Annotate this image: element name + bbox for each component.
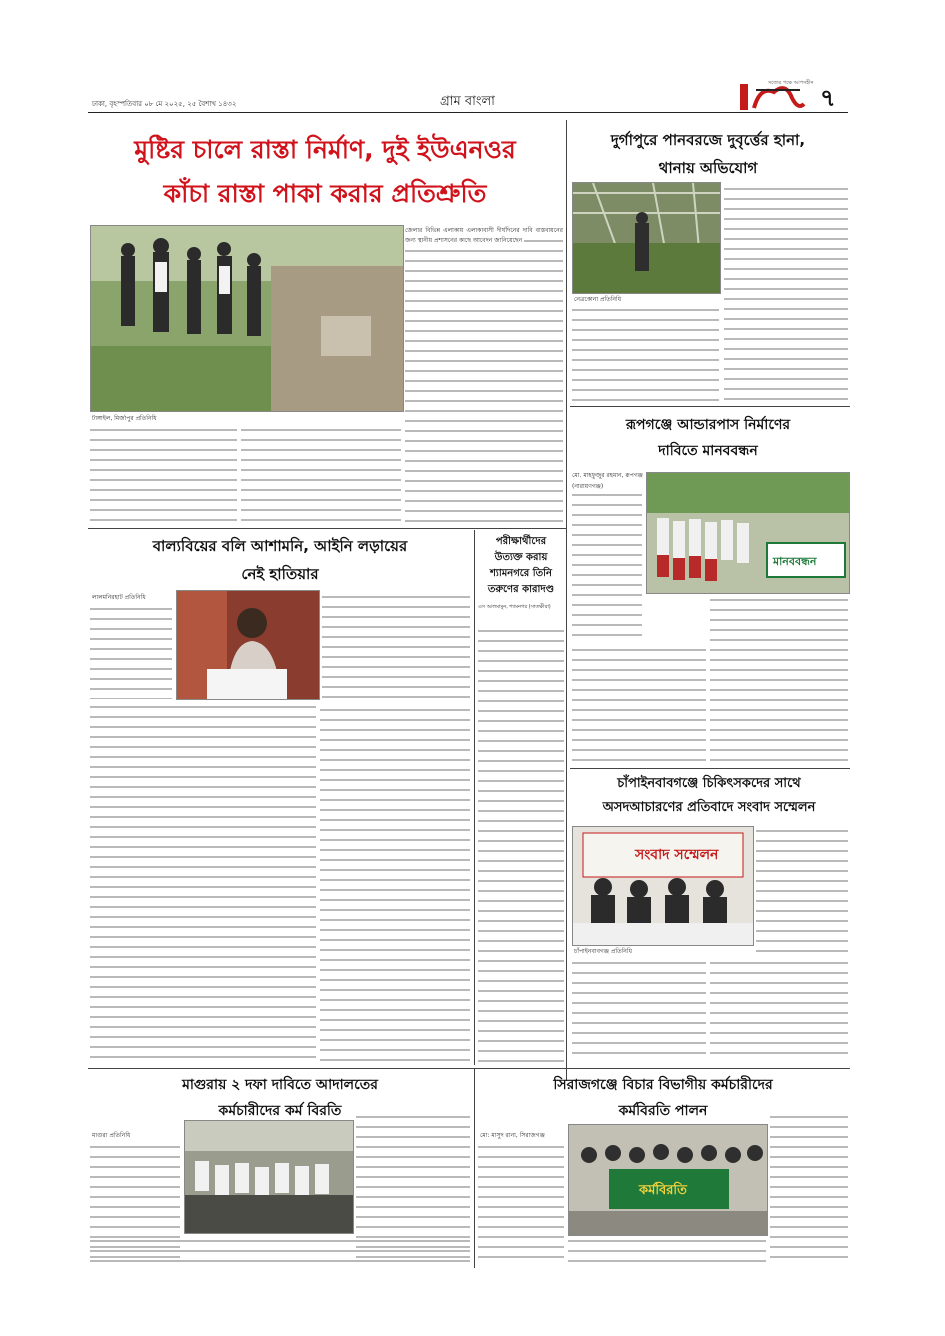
- sirajganj-body-col2: [770, 1112, 848, 1262]
- chapai-headline-line1: চাঁপাইনবাবগঞ্জে চিকিৎসকদের সাথে: [617, 776, 801, 791]
- durgapur-body-col2: [724, 184, 848, 404]
- lead-headline: [90, 128, 560, 216]
- rupganj-body-col3: [710, 595, 848, 765]
- sirajganj-photo: [568, 1124, 768, 1236]
- durgapur-headline-line1: দুর্গাপুরে পানবরজে দুবৃর্ত্তের হানা,: [610, 131, 806, 149]
- rupganj-headline-line2: দাবিতে মানববন্ধন: [658, 443, 758, 459]
- rupganj-byline: মো. মাহফুজুর রহমান, রূপগঞ্জ (নারায়ণগঞ্জ): [572, 472, 643, 490]
- lead-body-col1: [405, 226, 563, 522]
- durgapur-headline: [570, 126, 846, 182]
- rupganj-body-col2: [572, 645, 706, 765]
- dateline: ঢাকা, বৃহস্পতিবার ০৮ মে ২০২৫, ২৫ বৈশাখ ১৪৩২: [92, 100, 237, 108]
- rupganj-banner-text: মানববন্ধন: [773, 555, 817, 568]
- shyamnagar-headline-line3: শ্যামনগরে তিনি: [490, 568, 552, 579]
- lead-headline-line1: মুষ্টির চালে রাস্তা নির্মাণ, দুই ইউএনওর: [134, 135, 516, 164]
- lead-photo: [90, 225, 404, 412]
- lead-body-text: জেলার বিভিন্ন এলাকায় এলাকাবাসী দীর্ঘদিনের দাবি বাস্তবায়নের জন্য স্থানীয় প্রশাসনের কাছে আবেদন জানিয়েছেন: [405, 227, 563, 244]
- lead-photo-caption: টাঙ্গাইল, মির্জাপুর প্রতিনিধি: [92, 415, 157, 422]
- sirajganj-banner-text: কর্মবিরতি: [639, 1183, 687, 1198]
- magura-byline: মাগুরা প্রতিনিধি: [92, 1132, 131, 1139]
- sirajganj-body-col1: [478, 1142, 564, 1262]
- sirajganj-headline-line2: কর্মবিরতি পালন: [618, 1103, 708, 1119]
- child-marriage-body-col3: [90, 702, 316, 1062]
- column-rule-right: [566, 120, 567, 1080]
- logo-name: [740, 78, 743, 79]
- shyamnagar-headline-line1: পরীক্ষার্থীদের: [495, 536, 547, 547]
- child-marriage-headline: [90, 532, 470, 588]
- chapai-headline: [570, 772, 848, 820]
- chapai-body-col3: [710, 958, 848, 1062]
- sirajganj-body-col3: [568, 1236, 766, 1262]
- lead-headline-line2: কাঁচা রাস্তা পাকা করার প্রতিশ্রুতি: [163, 179, 487, 208]
- shyamnagar-headline: [478, 534, 564, 598]
- magura-body-col3: [90, 1236, 470, 1262]
- chapai-photo: [572, 826, 754, 946]
- rupganj-bottom-rule: [570, 768, 850, 769]
- logo-tagline: সত্যের পক্ষে আপসহীন: [768, 80, 814, 86]
- durgapur-photo-caption: নেত্রকোনা প্রতিনিধি: [574, 296, 622, 303]
- shyamnagar-headline-line4: তরুণের কারাদণ্ড: [487, 584, 555, 595]
- column-rule-mid: [474, 530, 475, 1065]
- magura-headline-line1: মাগুরায় ২ দফা দাবিতে আদালতের: [182, 1077, 378, 1093]
- masthead: [0, 0, 945, 120]
- chapai-photo-caption: চাঁপাইনবাবগঞ্জ প্রতিনিধি: [574, 948, 632, 955]
- magura-headline-line2: কর্মচারীদের কর্ম বিরতি: [218, 1103, 342, 1119]
- child-marriage-body-col1: [90, 604, 172, 699]
- rupganj-headline-line1: রূপগঞ্জে আন্ডারপাস নির্মাণের: [625, 417, 791, 433]
- masthead-rule: [88, 112, 848, 113]
- child-marriage-body-col2: [322, 592, 470, 702]
- column-rule-bottom: [474, 1068, 475, 1268]
- durgapur-bottom-rule: [570, 406, 850, 407]
- chapai-headline-line2: অসদআচারণের প্রতিবাদে সংবাদ সম্মেলন: [602, 800, 816, 815]
- durgapur-photo: [572, 182, 721, 294]
- lead-bottom-rule: [88, 528, 566, 529]
- child-marriage-headline-line1: বাল্যবিয়ের বলি আশামনি, আইনি লড়ায়ের: [152, 537, 408, 555]
- lead-body-col3: [241, 425, 401, 525]
- chapai-banner-text: সংবাদ সম্মেলন: [635, 847, 719, 863]
- rupganj-photo: [646, 472, 850, 594]
- shyamnagar-body: [478, 626, 564, 1062]
- sirajganj-byline: মো: মাসুদ রানা, সিরাজগঞ্জ: [480, 1132, 545, 1139]
- durgapur-body-col1: [572, 305, 719, 403]
- section-title: গ্রাম বাংলা: [440, 94, 495, 109]
- magura-photo: [184, 1120, 354, 1234]
- chapai-body-col1: [756, 826, 848, 956]
- page-number: ৭: [820, 84, 836, 112]
- chapai-body-col2: [572, 958, 706, 1062]
- child-marriage-byline: লালমনিরহাট প্রতিনিধি: [92, 594, 146, 601]
- durgapur-headline-line2: থানায় অভিযোগ: [658, 159, 758, 177]
- shyamnagar-byline: এস আলমামুন, শ্যামনগর (সাতক্ষীরা): [478, 604, 551, 610]
- sirajganj-headline-line1: সিরাজগঞ্জে বিচার বিভাগীয় কর্মচারীদের: [553, 1077, 773, 1093]
- rupganj-headline: [570, 412, 846, 464]
- lower-section-rule: [88, 1068, 850, 1069]
- lead-body-col2: [90, 425, 237, 525]
- rupganj-body-col1: [572, 490, 642, 640]
- child-marriage-body-col4: [320, 705, 470, 1062]
- child-marriage-photo: [176, 590, 320, 700]
- child-marriage-headline-line2: নেই হাতিয়ার: [241, 565, 319, 583]
- shyamnagar-headline-line2: উত্যক্ত করায়: [494, 552, 548, 563]
